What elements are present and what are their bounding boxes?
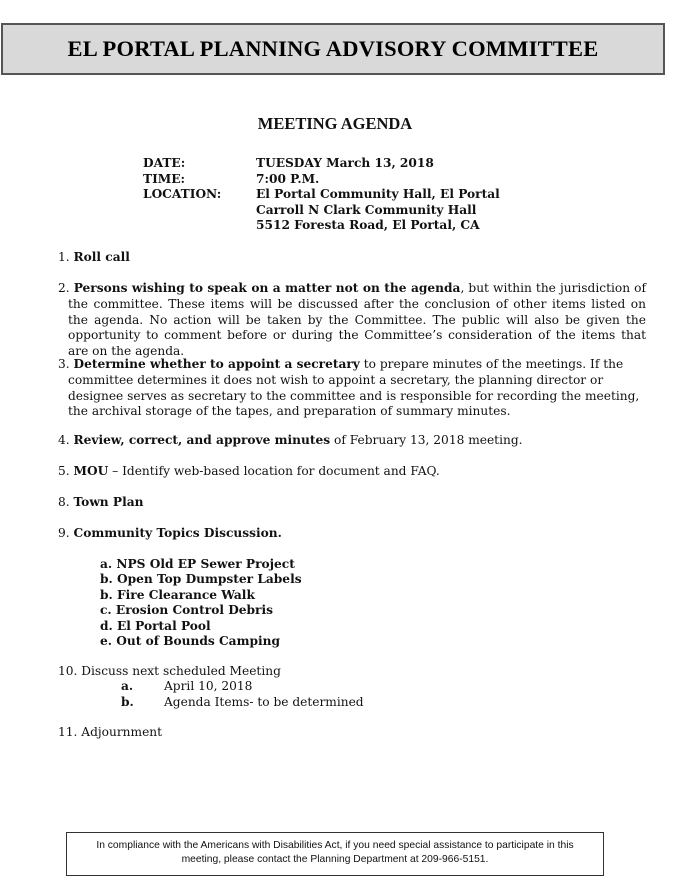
page-title: EL PORTAL PLANNING ADVISORY COMMITTEE [67,36,599,61]
ada-notice-line: meeting, please contact the Planning Department at 209-966-5151. [181,854,489,865]
list-item [121,695,364,711]
item-number: 3. [58,357,74,371]
item-number: 1. [58,250,74,264]
item-text: Discuss next scheduled Meeting [81,664,281,678]
location-row [143,203,500,219]
item-heading: Review, correct, and approve minutes [73,433,331,447]
list-letter: b. [121,694,134,709]
meeting-details [143,156,500,234]
date-label: DATE: [143,156,186,170]
location-line: 5512 Foresta Road, El Portal, CA [256,218,480,232]
location-line: Carroll N Clark Community Hall [256,202,477,217]
list-item: d. El Portal Pool [100,618,211,633]
list-item: a. NPS Old EP Sewer Project [100,557,295,571]
next-meeting-list [121,679,364,710]
item-text: – Identify web-based location for document and FAQ. [108,464,440,478]
item-heading: Roll call [73,250,130,264]
agenda-item-secretary [58,357,646,420]
time-row [143,172,500,188]
list-text: Agenda Items- to be determined [164,694,364,709]
item-number: 10. [58,664,82,678]
ada-notice [66,832,604,876]
agenda-item-public-comment [58,281,646,360]
list-item: e. Out of Bounds Camping [100,634,281,649]
item-number: 9. [58,526,74,540]
item-text: Adjournment [81,725,163,739]
item-number: 4. [58,433,74,447]
item-text: of February 13, 2018 meeting. [330,433,523,447]
item-number: 8. [58,495,74,509]
location-row [143,218,500,234]
item-heading: MOU [73,464,109,478]
item-heading: Determine whether to appoint a secretary [73,357,360,371]
location-row [143,187,500,203]
location-line: El Portal Community Hall, El Portal [256,187,500,201]
ada-notice-line: In compliance with the Americans with Disabilities Act, if you need special assistance to participate in this [96,840,574,851]
date-value: TUESDAY March 13, 2018 [256,156,434,170]
agenda-item-next-meeting [58,664,646,680]
item-heading: Town Plan [73,495,144,509]
list-item: b. Fire Clearance Walk [100,587,255,602]
list-item: b. Open Top Dumpster Labels [100,572,302,587]
agenda-item-mou [58,464,646,480]
agenda-item-town-plan [58,495,646,511]
item-heading: Community Topics Discussion. [73,526,282,540]
item-text: , but within the jurisdiction of the committee. These items will be discussed after the conclusion of other items listed on the agenda. No action will be taken by the Committee. The public will also be given the opportunity to comment before or during the Committee’s consideration of the items that are on the agenda. [68,281,646,359]
item-number: 2. [58,281,74,295]
item-heading: Persons wishing to speak on a matter not on the agenda [73,281,461,295]
agenda-item-community-topics [58,526,646,542]
community-topics-list [100,557,302,649]
item-number: 5. [58,464,74,478]
list-letter: a. [121,679,134,693]
list-text: April 10, 2018 [164,679,253,693]
list-item: c. Erosion Control Debris [100,603,273,618]
agenda-title: MEETING AGENDA [257,114,413,133]
item-number: 11. [58,725,82,739]
agenda-item-roll-call [58,250,646,266]
time-value: 7:00 P.M. [256,171,320,186]
date-row [143,156,500,172]
list-item [121,679,364,695]
agenda-item-minutes [58,433,646,449]
location-label: LOCATION: [143,187,222,201]
header-banner [1,23,665,75]
time-label: TIME: [143,171,186,186]
item-text: to prepare minutes of the meetings. If the committee determines it does not wish to appoint a secretary, the planning director or designee serves as secretary to the committee and is responsible for recording the meeting, the archival storage of the tapes, and preparation of summary minutes. [68,357,640,419]
agenda-item-adjournment [58,725,646,741]
